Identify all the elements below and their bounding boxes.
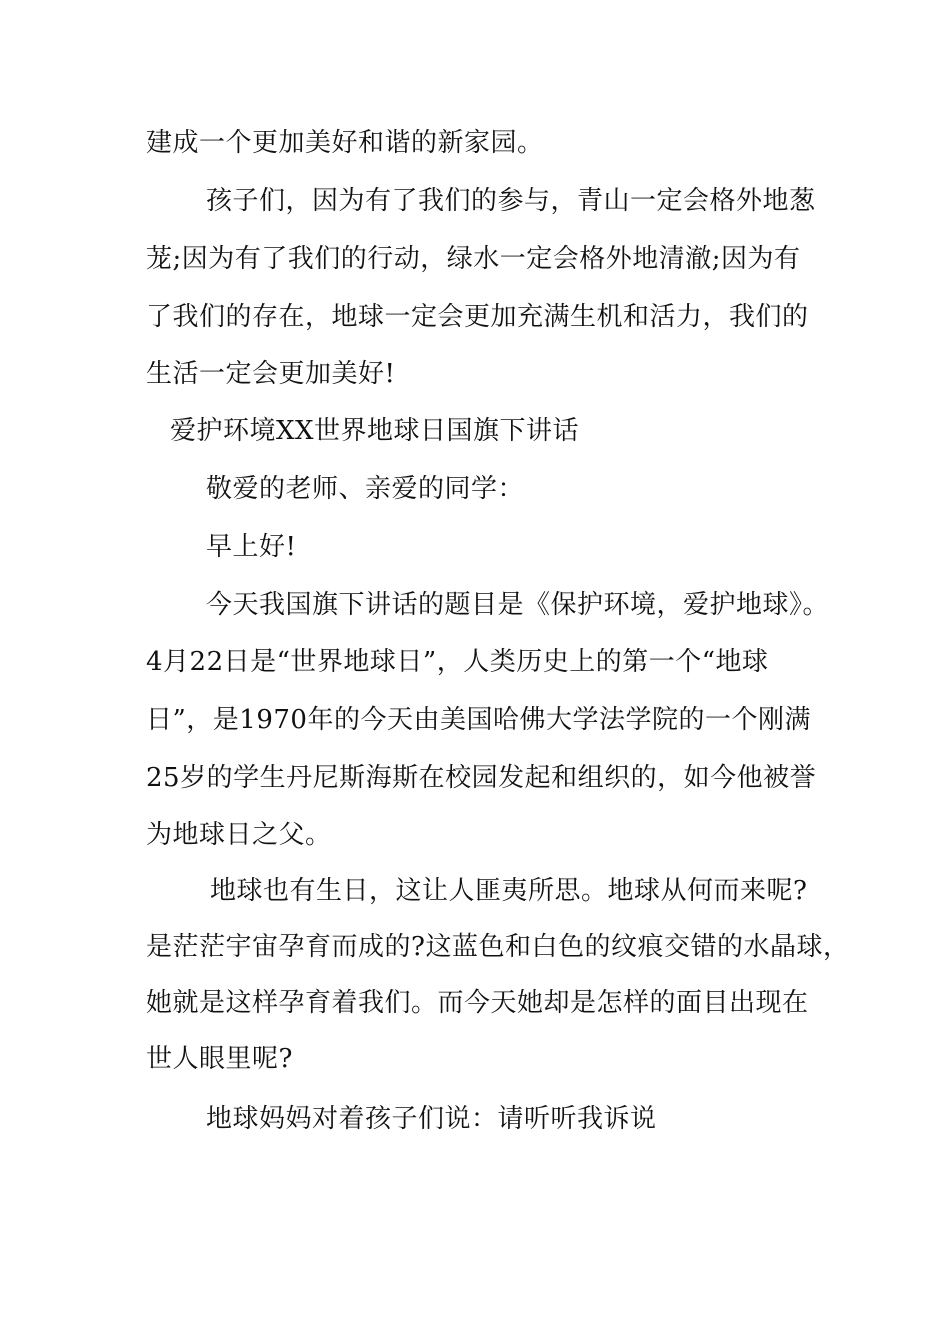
paragraph-line: 为地球日之父。 <box>146 820 332 850</box>
paragraph-line: 她就是这样孕育着我们。而今天她却是怎样的面目出现在 <box>146 988 809 1018</box>
paragraph-line: 4月22日是“世界地球日”，人类历史上的第一个“地球 <box>146 647 769 677</box>
paragraph-line: 世人眼里呢? <box>146 1044 293 1074</box>
paragraph-line: 今天我国旗下讲话的题目是《保护环境，爱护地球》。 <box>206 590 830 620</box>
paragraph-line: 是茫茫宇宙孕育而成的?这蓝色和白色的纹痕交错的水晶球， <box>146 932 850 962</box>
paragraph-line: 日”，是1970年的今天由美国哈佛大学法学院的一个刚满 <box>146 705 811 735</box>
greeting: 早上好! <box>206 532 297 562</box>
paragraph-line: 茏;因为有了我们的行动，绿水一定会格外地清澈;因为有 <box>146 244 801 274</box>
paragraph-line: 25岁的学生丹尼斯海斯在校园发起和组织的，如今他被誉 <box>146 763 817 793</box>
paragraph-line: 生活一定会更加美好! <box>146 359 396 389</box>
paragraph-line: 地球也有生日，这让人匪夷所思。地球从何而来呢? <box>210 876 808 906</box>
paragraph-line: 了我们的存在，地球一定会更加充满生机和活力，我们的 <box>146 302 809 332</box>
paragraph-line: 地球妈妈对着孩子们说：请听听我诉说 <box>206 1104 657 1134</box>
paragraph-line: 建成一个更加美好和谐的新家园。 <box>146 128 544 158</box>
paragraph-line: 孩子们，因为有了我们的参与，青山一定会格外地葱 <box>206 186 816 216</box>
speech-title: 爱护环境XX世界地球日国旗下讲话 <box>170 416 580 446</box>
salutation: 敬爱的老师、亲爱的同学： <box>206 474 525 504</box>
